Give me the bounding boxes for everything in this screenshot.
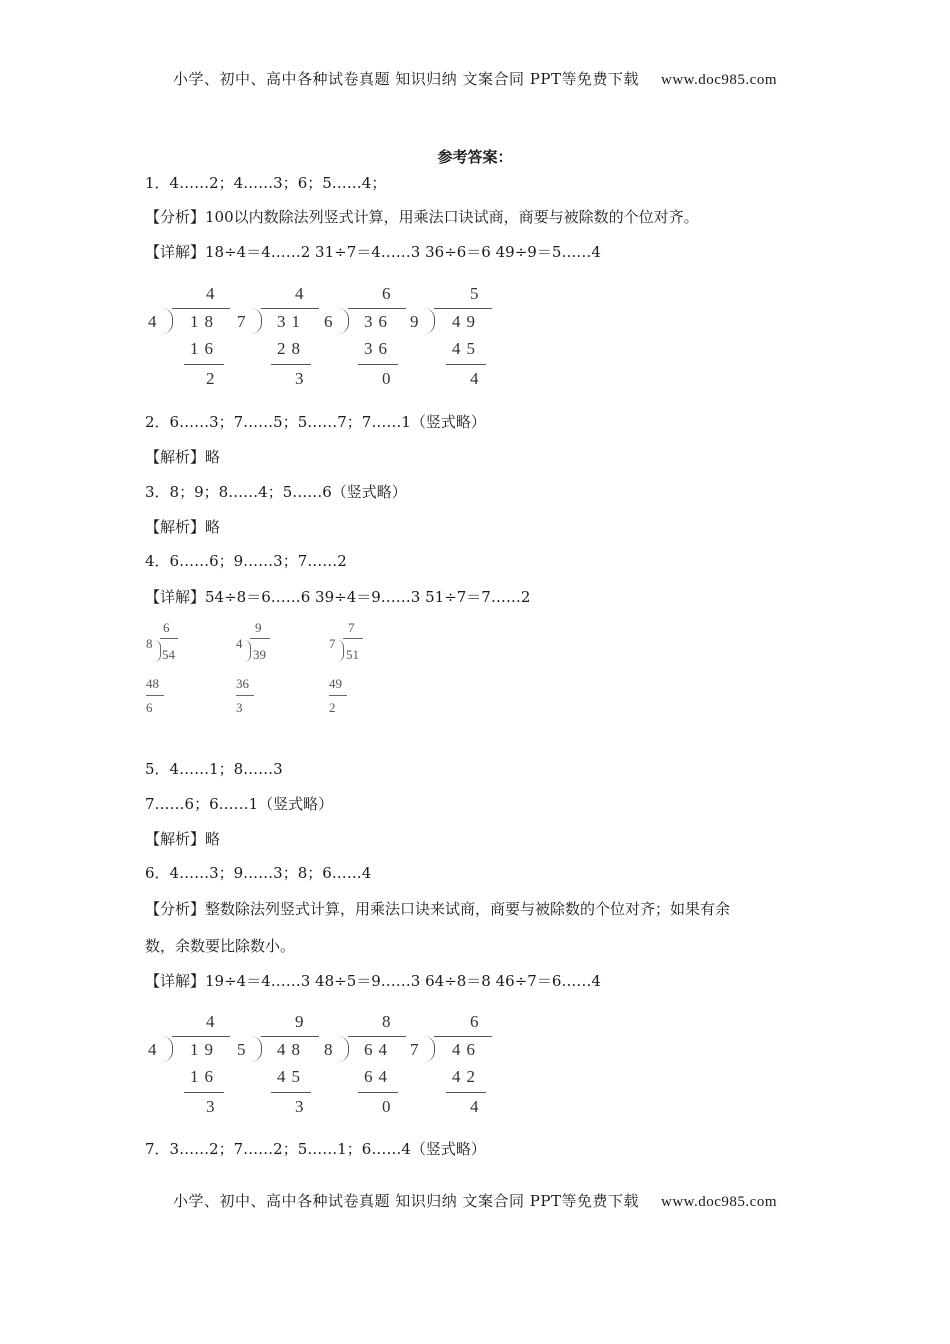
analysis-line: 数，余数要比除数小。 bbox=[145, 937, 296, 955]
header-url[interactable]: www.doc985.com bbox=[660, 72, 777, 88]
explanation-line: 【解析】略 bbox=[145, 448, 221, 466]
division-bar bbox=[250, 638, 270, 639]
answer-line: 6．4……3；9……3；8；6……4 bbox=[145, 864, 372, 882]
explanation-line: 【解析】略 bbox=[145, 518, 221, 536]
product: 16 bbox=[190, 339, 219, 358]
subtract-line bbox=[184, 364, 224, 365]
division-bar bbox=[434, 1036, 492, 1037]
division-bracket bbox=[162, 1036, 173, 1062]
remainder: 3 bbox=[236, 700, 243, 715]
answer-line: 5．4……1；8……3 bbox=[145, 760, 283, 778]
subtract-line bbox=[358, 1092, 398, 1093]
dividend: 51 bbox=[346, 647, 359, 662]
division-bracket bbox=[424, 308, 435, 334]
division-bracket bbox=[424, 1036, 435, 1062]
quotient: 6 bbox=[382, 284, 391, 303]
quotient: 8 bbox=[382, 1012, 391, 1031]
divisor: 6 bbox=[324, 312, 333, 331]
division-bracket bbox=[244, 640, 251, 662]
division-bracket bbox=[251, 308, 262, 334]
answer-line: 3．8；9；8……4；5……6（竖式略） bbox=[145, 483, 407, 501]
division-bar bbox=[172, 308, 230, 309]
divisor: 8 bbox=[324, 1040, 333, 1059]
dividend: 36 bbox=[364, 312, 393, 331]
dividend: 64 bbox=[364, 1040, 393, 1059]
subtract-line bbox=[271, 1092, 311, 1093]
quotient: 4 bbox=[206, 1012, 215, 1031]
product: 28 bbox=[277, 339, 306, 358]
remainder: 3 bbox=[295, 1097, 304, 1116]
remainder: 6 bbox=[146, 700, 153, 715]
divisor: 4 bbox=[148, 312, 157, 331]
product: 45 bbox=[452, 339, 481, 358]
remainder: 2 bbox=[206, 369, 215, 388]
detail-line: 【详解】54÷8＝6……6 39÷4＝9……3 51÷7＝7……2 bbox=[145, 588, 531, 606]
division-bracket bbox=[251, 1036, 262, 1062]
quotient: 9 bbox=[295, 1012, 304, 1031]
analysis-line: 【分析】整数除法列竖式计算，用乘法口诀来试商，商要与被除数的个位对齐；如果有余 bbox=[145, 900, 731, 918]
division-bracket bbox=[337, 640, 344, 662]
remainder: 2 bbox=[329, 700, 336, 715]
subtract-line bbox=[146, 695, 164, 696]
footer-text: 小学、初中、高中各种试卷真题 知识归纳 文案合同 PPT等免费下载 bbox=[172, 1192, 639, 1210]
product: 16 bbox=[190, 1067, 219, 1086]
remainder: 3 bbox=[295, 369, 304, 388]
divisor: 8 bbox=[146, 636, 153, 651]
division-bar bbox=[261, 308, 319, 309]
quotient: 6 bbox=[163, 620, 170, 635]
explanation-line: 【解析】略 bbox=[145, 830, 221, 848]
dividend: 18 bbox=[190, 312, 219, 331]
quotient: 7 bbox=[348, 620, 355, 635]
product: 45 bbox=[277, 1067, 306, 1086]
product: 36 bbox=[236, 676, 249, 691]
answer-line: 4．6……6；9……3；7……2 bbox=[145, 552, 347, 570]
subtract-line bbox=[236, 695, 254, 696]
subtract-line bbox=[358, 364, 398, 365]
product: 36 bbox=[364, 339, 393, 358]
division-bracket bbox=[338, 308, 349, 334]
answer-line: 7．3……2；7……2；5……1；6……4（竖式略） bbox=[145, 1140, 486, 1158]
quotient: 4 bbox=[206, 284, 215, 303]
detail-line: 【详解】18÷4＝4……2 31÷7＝4……3 36÷6＝6 49÷9＝5……4 bbox=[145, 243, 601, 261]
page-footer bbox=[0, 1190, 950, 1211]
dividend: 48 bbox=[277, 1040, 306, 1059]
product: 42 bbox=[452, 1067, 481, 1086]
subtract-line bbox=[446, 1092, 486, 1093]
dividend: 19 bbox=[190, 1040, 219, 1059]
division-bar bbox=[160, 638, 178, 639]
answer-line: 7……6；6……1（竖式略） bbox=[145, 795, 334, 813]
remainder: 4 bbox=[470, 1097, 479, 1116]
division-bar bbox=[172, 1036, 230, 1037]
answer-line: 2．6……3；7……5；5……7；7……1（竖式略） bbox=[145, 413, 486, 431]
remainder: 0 bbox=[382, 369, 391, 388]
division-bar bbox=[343, 638, 363, 639]
quotient: 6 bbox=[470, 1012, 479, 1031]
dividend: 31 bbox=[277, 312, 306, 331]
division-bar bbox=[348, 1036, 406, 1037]
product: 64 bbox=[364, 1067, 393, 1086]
page-title: 参考答案： bbox=[437, 148, 513, 166]
division-bracket bbox=[154, 640, 161, 662]
remainder: 3 bbox=[206, 1097, 215, 1116]
divisor: 4 bbox=[148, 1040, 157, 1059]
subtract-line bbox=[184, 1092, 224, 1093]
divisor: 7 bbox=[237, 312, 246, 331]
answer-line: 1．4……2；4……3；6；5……4； bbox=[145, 174, 387, 192]
quotient: 5 bbox=[470, 284, 479, 303]
detail-line: 【详解】19÷4＝4……3 48÷5＝9……3 64÷8＝8 46÷7＝6……4 bbox=[145, 972, 601, 990]
division-bar bbox=[348, 308, 406, 309]
product: 48 bbox=[146, 676, 159, 691]
quotient: 4 bbox=[295, 284, 304, 303]
dividend: 54 bbox=[162, 647, 175, 662]
subtract-line bbox=[446, 364, 486, 365]
page-header bbox=[0, 68, 950, 89]
division-bracket bbox=[338, 1036, 349, 1062]
division-bar bbox=[434, 308, 492, 309]
dividend: 46 bbox=[452, 1040, 481, 1059]
divisor: 4 bbox=[236, 636, 243, 651]
remainder: 4 bbox=[470, 369, 479, 388]
divisor: 7 bbox=[329, 636, 336, 651]
divisor: 5 bbox=[237, 1040, 246, 1059]
divisor: 7 bbox=[410, 1040, 419, 1059]
header-text: 小学、初中、高中各种试卷真题 知识归纳 文案合同 PPT等免费下载 bbox=[172, 70, 639, 88]
subtract-line bbox=[329, 695, 347, 696]
remainder: 0 bbox=[382, 1097, 391, 1116]
analysis-line: 【分析】100以内数除法列竖式计算，用乘法口诀试商，商要与被除数的个位对齐。 bbox=[145, 208, 699, 226]
subtract-line bbox=[271, 364, 311, 365]
divisor: 9 bbox=[410, 312, 419, 331]
division-bar bbox=[261, 1036, 319, 1037]
product: 49 bbox=[329, 676, 342, 691]
quotient: 9 bbox=[255, 620, 262, 635]
footer-url[interactable]: www.doc985.com bbox=[660, 1194, 777, 1210]
dividend: 49 bbox=[452, 312, 481, 331]
division-bracket bbox=[162, 308, 173, 334]
dividend: 39 bbox=[253, 647, 266, 662]
